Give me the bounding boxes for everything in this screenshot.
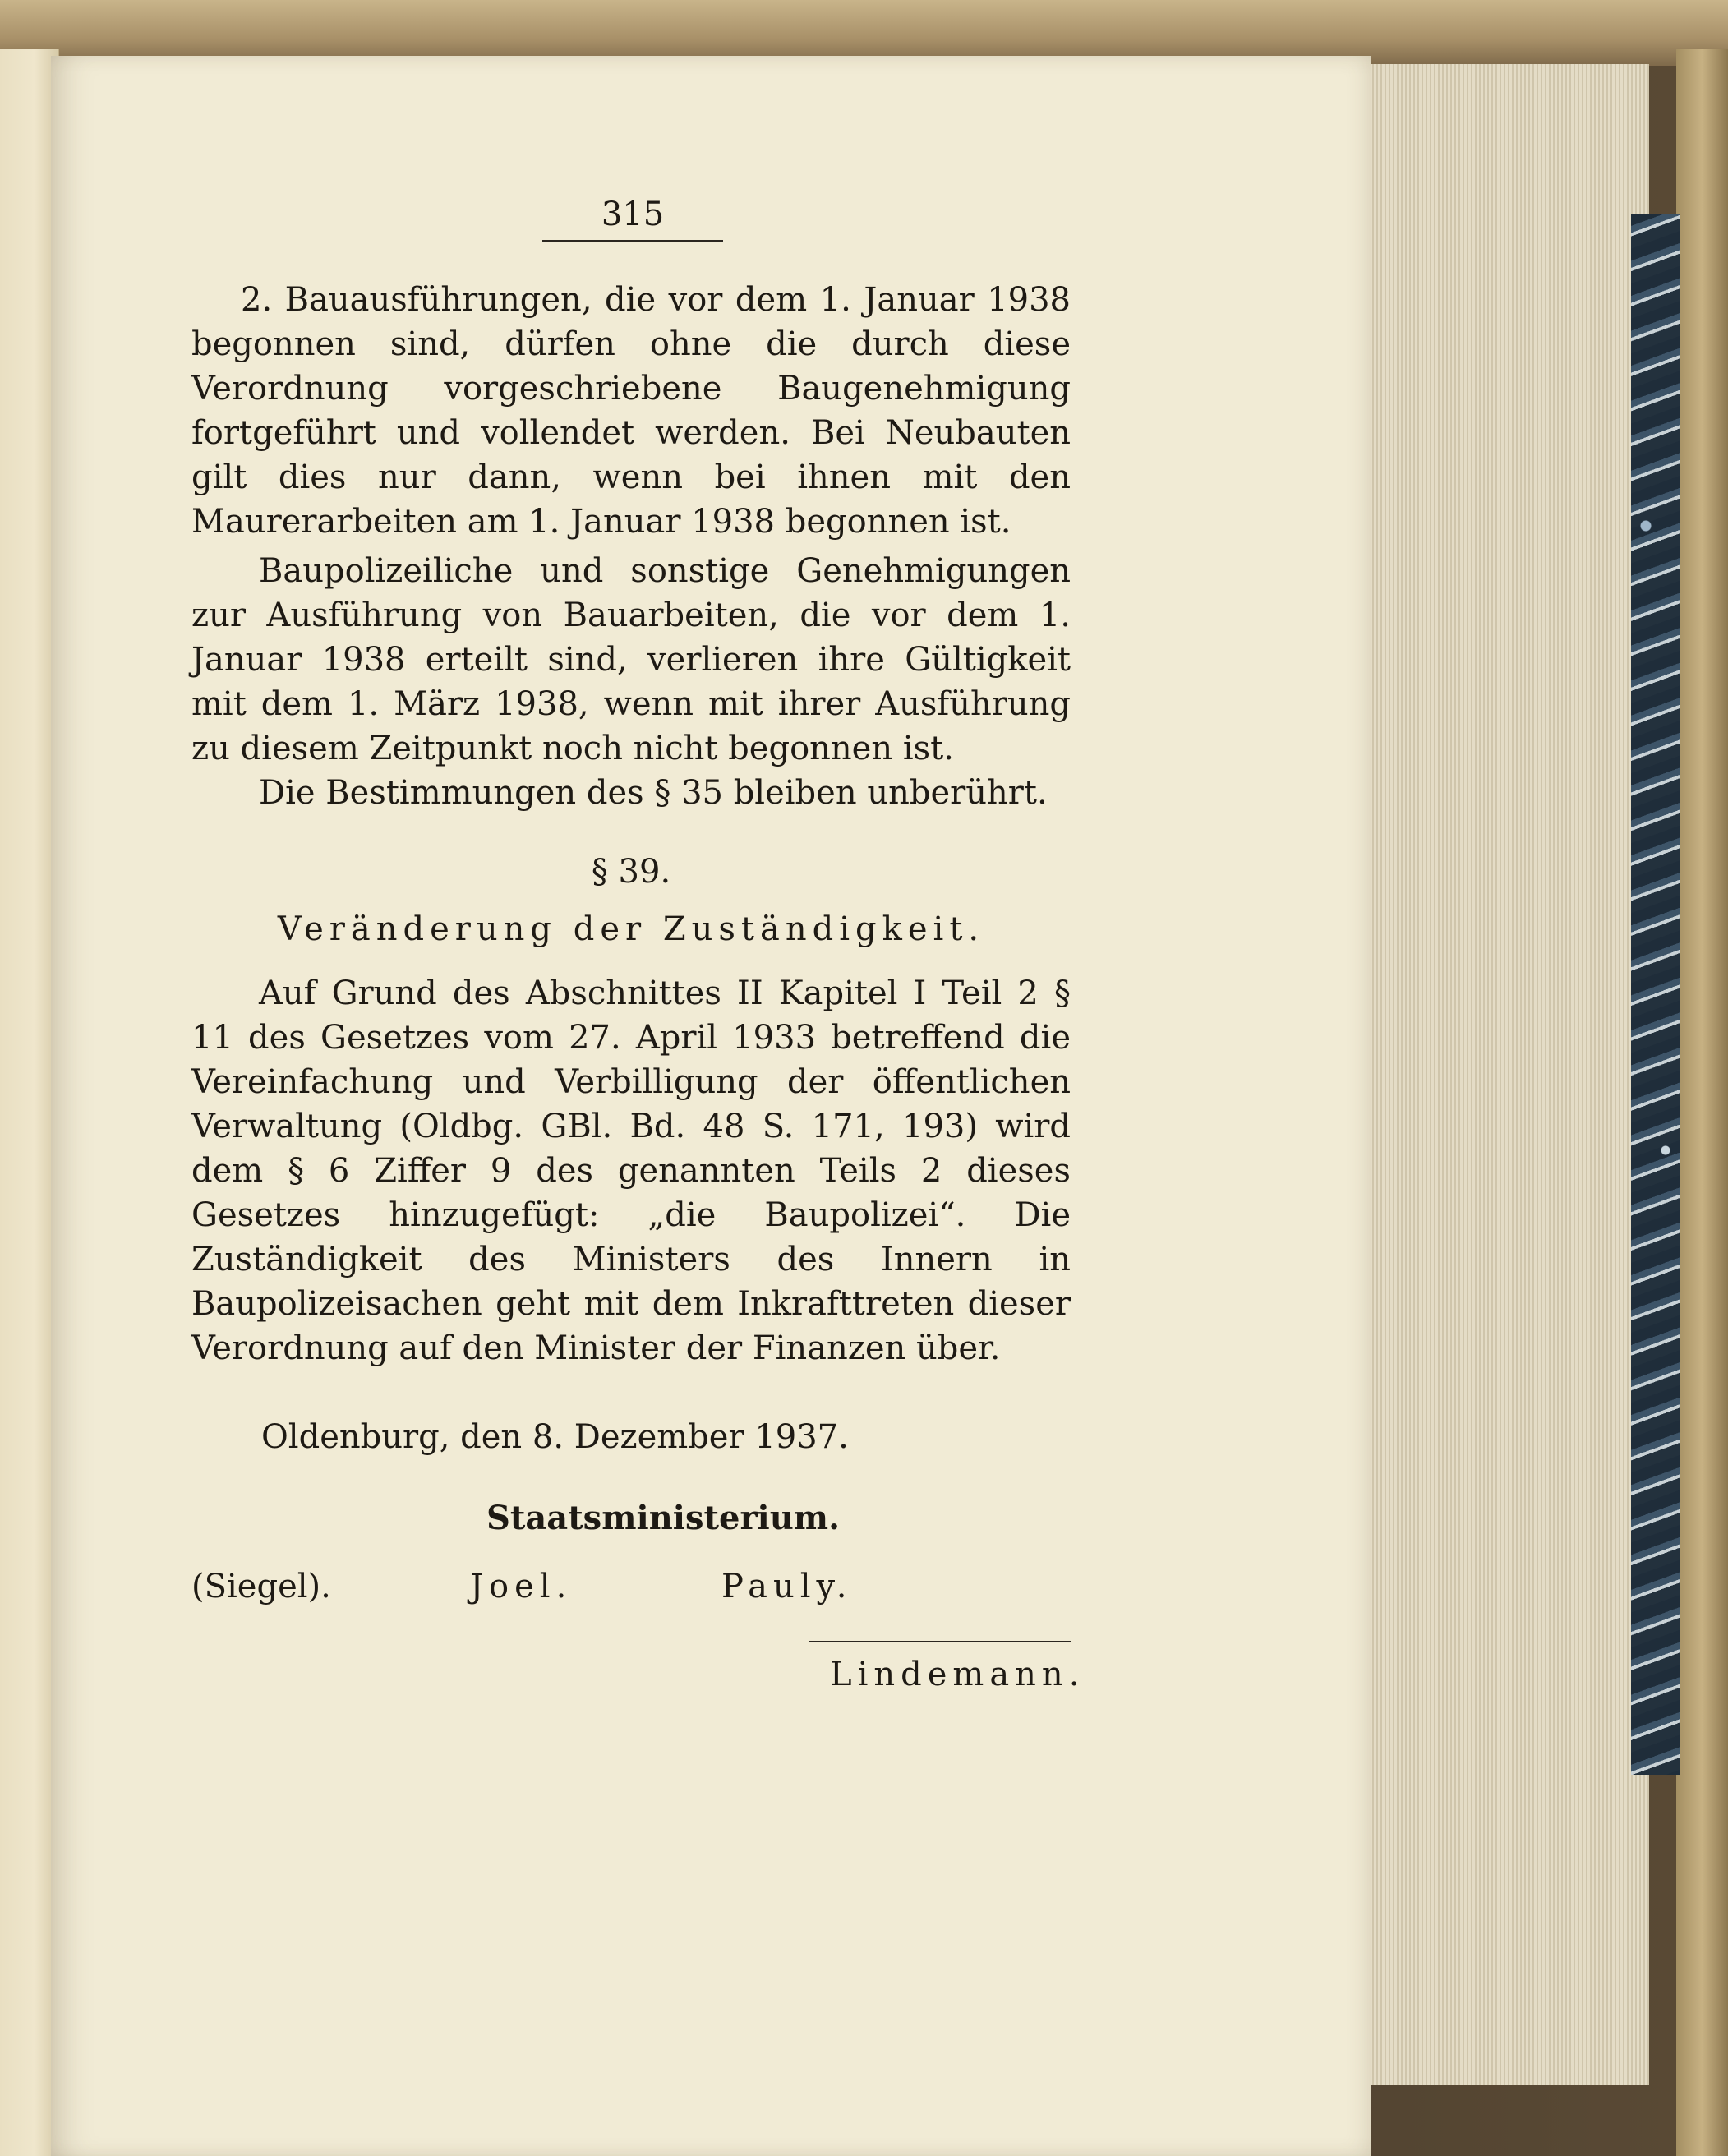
seal-note: (Siegel). — [191, 1568, 331, 1605]
section-title: Veränderung der Zuständigkeit. — [277, 910, 985, 948]
signatory-pauly: Pauly. — [721, 1568, 853, 1605]
paragraph-1: 2. Bauausführungen, die vor dem 1. Januar 1938 begonnen sind, dürfen ohne die durch diese Verordnung vorgeschriebene Baugenehmigung fortgeführt und vollendet werden. Bei Neubauten gilt dies nur dann, wenn bei ihnen mit den Maurerarbeiten am 1. Januar 1938 begonnen ist. — [191, 281, 1071, 541]
section-number: § 39. — [591, 853, 671, 891]
paragraph-3: Die Bestimmungen des § 35 bleiben unberührt. — [259, 774, 1048, 812]
place-date: Oldenburg, den 8. Dezember 1937. — [261, 1418, 849, 1456]
authority: Staatsministerium. — [486, 1499, 841, 1537]
paragraph-2: Baupolizeiliche und sonstige Genehmigungen zur Ausführung von Bauarbeiten, die vor dem 1. Januar 1938 erteilt sind, verlieren ihre Gültigkeit mit dem 1. März 1938, wenn mit ihrer Ausführung zu diesem Zeitpunkt noch nicht begonnen ist. — [191, 552, 1071, 767]
page-number: 315 — [601, 196, 665, 233]
signatory-lindemann: Lindemann. — [830, 1656, 1085, 1693]
page-stack-edges — [1364, 64, 1649, 2085]
signature-rule — [809, 1641, 1071, 1642]
book-board-edge — [1676, 49, 1728, 2156]
marbled-endpaper — [1631, 214, 1680, 1775]
page-number-rule — [542, 240, 723, 242]
section-body: Auf Grund des Abschnittes II Kapitel I Teil 2 § 11 des Gesetzes vom 27. April 1933 betreffend die Vereinfachung und Verbilligung der öffentlichen Verwaltung (Oldbg. GBl. Bd. 48 S. 171, 193) wird dem § 6 Ziffer 9 des genannten Teils 2 dieses Gesetzes hinzugefügt: „die Baupolizei“. Die Zuständigkeit des Ministers des Innern in Baupolizeisachen geht mit dem Inkrafttreten dieser Verordnung auf den Minister der Finanzen über. — [191, 974, 1071, 1367]
signatory-joel: Joel. — [470, 1568, 573, 1605]
